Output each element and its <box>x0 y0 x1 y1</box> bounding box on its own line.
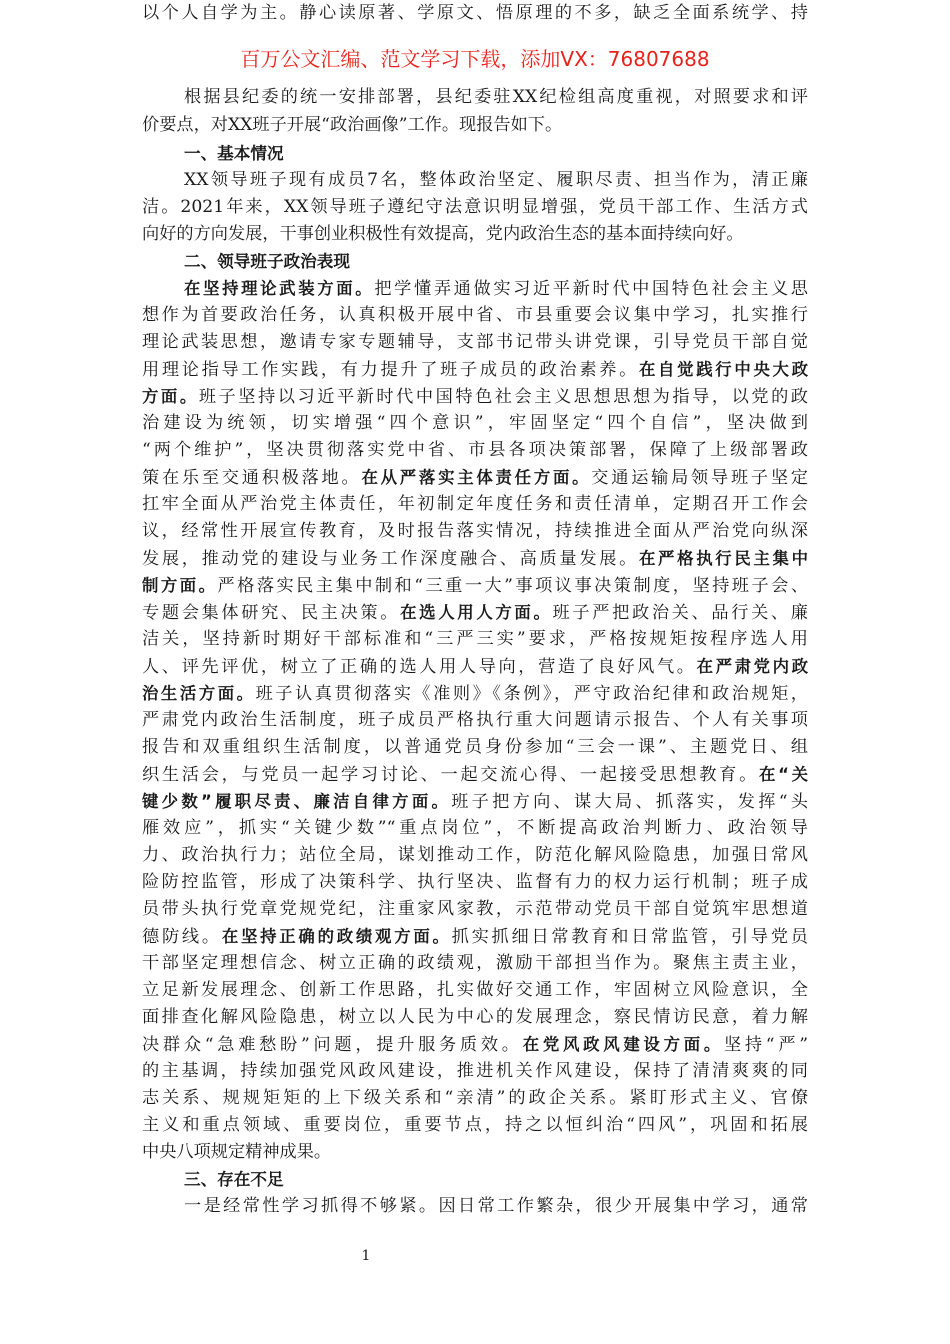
text-line <box>184 1193 808 1220</box>
text-segment: 一、基本情况 <box>184 144 284 163</box>
text-line <box>142 1031 808 1058</box>
text-segment: 用理论指导工作实践，有力提升了班子成员的政治素养。 <box>142 360 639 380</box>
text-segment: 专题会集体研究、民主决策。 <box>142 603 401 623</box>
bold-phrase: 在严格执行民主集中 <box>638 549 808 568</box>
text-segment: 员带头执行党章党规党纪，注重家风家教，示范带动党员干部自觉筑牢思想道 <box>142 899 808 919</box>
bold-phrase: 方面。 <box>142 387 199 406</box>
text-segment: 报告和双重组织生活制度，以普通党员身份参加“三会一课”、主题党日、组 <box>142 737 808 757</box>
text-segment: 德防线。 <box>142 927 222 947</box>
text-segment: 坚持“严” <box>723 1035 809 1055</box>
text-segment: 严格落实民主集中制和“三重一大”事项议事决策制度，坚持班子会、 <box>217 576 809 596</box>
text-line <box>142 194 808 221</box>
bold-phrase: 治生活方面。 <box>142 684 256 703</box>
text-segment: 发展，推动党的建设与业务工作深度融合、高质量发展。 <box>142 549 639 569</box>
text-line <box>142 1112 808 1139</box>
text-line <box>142 1139 808 1166</box>
text-line <box>142 518 808 545</box>
text-segment: 力、政治执行力；站位全局，谋划推动工作，防范化解风险隐患，加强日常风 <box>142 845 808 865</box>
text-line <box>142 842 808 869</box>
text-segment: 干部坚定理想信念、树立正确的政绩观，激励干部担当作为。聚焦主责主业， <box>142 953 808 973</box>
text-line <box>142 410 808 437</box>
text-segment: 险防控监管，形成了决策科学、执行坚决、监督有力的权力运行机制；班子成 <box>142 872 808 892</box>
text-line <box>142 437 808 464</box>
bold-phrase: 键少数”履职尽责、廉洁自律方面。 <box>142 792 452 811</box>
text-line <box>142 977 808 1004</box>
text-line <box>142 1085 808 1112</box>
text-line <box>142 329 808 356</box>
text-line <box>142 788 808 815</box>
text-line <box>142 869 808 896</box>
text-line <box>142 1058 808 1085</box>
text-segment: 交通运输局领导班子坚定 <box>591 468 808 488</box>
section-heading <box>184 248 808 275</box>
text-line <box>142 545 808 572</box>
text-segment: 洁关，坚持新时期好干部标准和“三严三实”要求，严格按规矩按程序选人用 <box>142 629 808 649</box>
bold-phrase: 在坚持正确的政绩观方面。 <box>221 927 452 946</box>
text-segment: 三、存在不足 <box>184 1170 284 1189</box>
text-segment: 决群众“急难愁盼”问题，提升服务质效。 <box>142 1035 523 1055</box>
text-segment: 策在乐至交通积极落地。 <box>142 468 362 488</box>
page-number: 1 <box>361 1248 371 1264</box>
bold-phrase: 在自觉践行中央大政 <box>638 360 808 379</box>
text-line <box>142 221 808 248</box>
text-segment: 扛牢全面从严治党主体责任，年初制定年度任务和责任清单，定期召开工作会 <box>142 494 808 514</box>
text-line <box>142 464 808 491</box>
text-segment: 抓实抓细日常教育和日常监管，引导党员 <box>451 927 808 947</box>
text-segment: 以个人自学为主。静心读原著、学原文、悟原理的不多，缺乏全面系统学、持 <box>142 3 808 23</box>
text-line <box>142 707 808 734</box>
text-segment: 班子严把政治关、品行关、廉 <box>552 603 808 623</box>
text-line <box>142 680 808 707</box>
section-heading <box>184 140 808 167</box>
text-line <box>142 0 808 27</box>
text-line <box>184 84 808 111</box>
text-segment: XX领导班子现有成员7名，整体政治坚定、履职尽责、担当作为，清正廉 <box>184 170 808 190</box>
text-line <box>142 599 808 626</box>
bold-phrase: 在坚持理论武装方面。 <box>184 279 375 298</box>
text-segment: 的主基调，持续加强党风政风建设，推进机关作风建设，保持了清清爽爽的同 <box>142 1061 808 1081</box>
text-segment: 洁。2021年来，XX领导班子遵纪守法意识明显增强，党员干部工作、生活方式 <box>142 197 808 217</box>
text-segment: 二、领导班子政治表现 <box>184 252 350 271</box>
text-segment: 立足新发展理念、创新工作思路，扎实做好交通工作，牢固树立风险意识，全 <box>142 980 808 1000</box>
bold-phrase: 制方面。 <box>142 576 218 595</box>
text-line <box>184 167 808 194</box>
text-segment: 班子把方向、谋大局、抓落实，发挥“头 <box>451 792 808 812</box>
text-segment: 面排查化解风险隐患，树立以人民为中心的发展理念，察民情访民意，着力解 <box>142 1007 808 1027</box>
watermark-header: 百万公文汇编、范文学习下载，添加VX：76807688 <box>240 47 710 71</box>
text-segment: “两个维护”，坚决贯彻落实党中省、市县各项决策部署，保障了上级部署政 <box>142 440 808 460</box>
text-segment: 一是经常性学习抓得不够紧。因日常工作繁杂，很少开展集中学习，通常 <box>184 1196 808 1216</box>
text-line <box>142 356 808 383</box>
text-segment: 中央八项规定精神成果。 <box>142 1142 332 1162</box>
bold-phrase: 在选人用人方面。 <box>400 603 553 622</box>
text-segment: 想作为首要政治任务，认真积极开展中省、市县重要会议集中学习，扎实推行 <box>142 305 808 325</box>
text-segment: 理论武装思想，邀请专家专题辅导，支部书记带头讲党课，引导党员干部自觉 <box>142 332 808 352</box>
text-line <box>142 1004 808 1031</box>
text-line <box>142 896 808 923</box>
text-segment: 织生活会，与党员一起学习讨论、一起交流心得、一起接受思想教育。 <box>142 765 759 785</box>
text-line <box>142 383 808 410</box>
text-line <box>142 572 808 599</box>
text-segment: 根据县纪委的统一安排部署，县纪委驻XX纪检组高度重视，对照要求和评 <box>184 87 808 107</box>
text-line <box>142 950 808 977</box>
text-segment: 向好的方向发展，干事创业积极性有效提高，党内政治生态的基本面持续向好。 <box>142 224 744 244</box>
text-segment: 严肃党内政治生活制度，班子成员严格执行重大问题请示报告、个人有关事项 <box>142 710 808 730</box>
text-line <box>142 112 808 139</box>
text-segment: 把学懂弄通做实习近平新时代中国特色社会主义思 <box>374 279 808 299</box>
text-segment: 主义和重点领域、重要岗位，重要节点，持之以恒纠治“四风”，巩固和拓展 <box>142 1115 808 1135</box>
text-segment: 雁效应”，抓实“关键少数”“重点岗位”，不断提高政治判断力、政治领导 <box>142 818 808 838</box>
text-line <box>142 491 808 518</box>
text-line <box>142 626 808 653</box>
bold-phrase: 在从严落实主体责任方面。 <box>361 468 592 487</box>
text-segment: 班子坚持以习近平新时代中国特色社会主义思想思想为指导，以党的政 <box>198 387 808 407</box>
text-line <box>142 761 808 788</box>
text-line <box>142 734 808 761</box>
text-line <box>184 275 808 302</box>
bold-phrase: 在严肃党内政 <box>696 657 808 676</box>
text-segment: 议，经常性开展宣传教育，及时报告落实情况，持续推进全面从严治党向纵深 <box>142 521 808 541</box>
text-line <box>142 302 808 329</box>
section-heading <box>184 1166 808 1193</box>
text-line <box>142 653 808 680</box>
text-line <box>142 923 808 950</box>
text-segment: 志关系、规规矩矩的上下级关系和“亲清”的政企关系。紧盯形式主义、官僚 <box>142 1088 808 1108</box>
text-line <box>142 815 808 842</box>
text-segment: 人、评先评优，树立了正确的选人用人导向，营造了良好风气。 <box>142 657 697 677</box>
bold-phrase: 在“关 <box>759 765 808 784</box>
text-segment: 班子认真贯彻落实《准则》《条例》，严守政治纪律和政治规矩， <box>255 684 808 704</box>
text-segment: 价要点，对XX班子开展“政治画像”工作。现报告如下。 <box>142 115 563 135</box>
bold-phrase: 在党风政风建设方面。 <box>522 1035 724 1054</box>
text-segment: 治建设为统领，切实增强“四个意识”，牢固坚定“四个自信”，坚决做到 <box>142 413 808 433</box>
